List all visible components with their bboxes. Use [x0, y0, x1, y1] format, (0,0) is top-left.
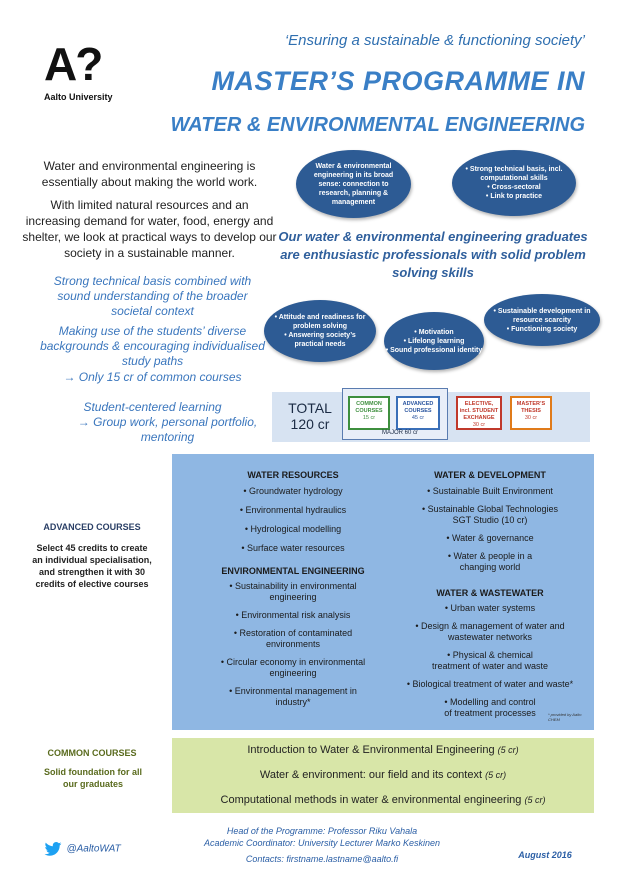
- course-item: • Modelling and control of treatment processes: [444, 697, 536, 718]
- programme-head: Head of the Programme: Professor Riku Vahala: [226, 826, 418, 836]
- highlight-student-centered: Student-centered learning: [83, 400, 222, 414]
- common-courses-description: Solid foundation for all our graduates: [44, 767, 142, 789]
- course-item: • Environmental hydraulics: [239, 505, 347, 515]
- course-item: • Water & governance: [446, 533, 534, 543]
- bubble-item: • Attitude and readiness for problem solving: [274, 314, 366, 330]
- highlight-diverse-backgrounds: Making use of the students’ diverse backgrounds & encouraging individualised study paths: [40, 324, 265, 368]
- bubble-broad-sense: [296, 150, 411, 218]
- course-name: Computational methods in water & environmental engineering: [220, 794, 522, 806]
- section-heading: WATER RESOURCES: [247, 470, 339, 480]
- twitter-handle: @AaltoWAT: [66, 843, 121, 855]
- course-item: • Circular economy in environmental engineering: [220, 657, 366, 678]
- common-course-1: [172, 744, 594, 756]
- bubble-broad-sense-text: Water & environmental engineering in its broad sense: connection to research, planning & management: [313, 162, 394, 206]
- box-line: COMMON: [356, 401, 382, 407]
- academic-coordinator: Academic Coordinator: University Lecturer Marko Keskinen: [203, 838, 441, 848]
- course-item: • Physical & chemical treatment of water and waste: [431, 650, 549, 671]
- thesis-box: [510, 396, 552, 430]
- box-credits: 30 cr: [472, 422, 486, 428]
- environmental-engineering-section: [198, 566, 388, 708]
- bubble-item: • Sound professional identity: [385, 346, 483, 354]
- course-name: Introduction to Water & Environmental Engineering: [247, 744, 495, 756]
- course-credits: (5 cr): [485, 770, 507, 780]
- bubble-item: • Cross-sectoral: [487, 184, 541, 191]
- section-heading: ENVIRONMENTAL ENGINEERING: [221, 566, 365, 576]
- course-item: • Sustainability in environmental engineering: [229, 581, 357, 602]
- course-item: • Environmental management in industry*: [229, 686, 357, 707]
- course-item: • Environmental risk analysis: [235, 610, 351, 620]
- box-line: COURSES: [355, 408, 383, 414]
- total-label: TOTAL: [288, 400, 332, 416]
- box-line: ELECTIVE,: [464, 401, 494, 407]
- highlight-technical-basis: Strong technical basis combined with sound understanding of the broader societal context: [53, 274, 252, 318]
- bubble-item: • Answering society’s practical needs: [284, 332, 356, 348]
- intro-paragraph-1: Water and environmental engineering is essentially about making the world work.: [41, 159, 258, 189]
- box-credits: 15 cr: [362, 415, 376, 421]
- bubble-item: • Lifelong learning: [403, 337, 465, 345]
- common-course-2: [172, 769, 594, 781]
- major-label: MAJOR 60 cr: [381, 430, 418, 436]
- course-item: • Surface water resources: [241, 543, 345, 553]
- box-credits: 45 cr: [411, 415, 425, 421]
- course-item: • Restoration of contaminated environments: [233, 628, 353, 649]
- course-name: Water & environment: our field and its context: [259, 769, 483, 781]
- advanced-courses-description: Select 45 credits to create an individual specialisation, and strengthen it with 30 credits of elective courses: [32, 543, 152, 589]
- footnote: * provided by Aalto CHEM: [548, 712, 582, 722]
- bubble-item: • Functioning society: [506, 325, 578, 333]
- aalto-logo-text: Aalto University: [44, 92, 113, 102]
- common-courses-box: [348, 396, 390, 430]
- bubble-item: • Sustainable development in resource scarcity: [493, 307, 591, 324]
- page-subtitle: WATER & ENVIRONMENTAL ENGINEERING: [170, 114, 585, 136]
- course-item: • Biological treatment of water and waste*: [406, 679, 574, 689]
- course-item: • Water & people in a changing world: [447, 551, 533, 572]
- bubble-item: • Link to practice: [485, 193, 543, 200]
- water-development-section: [390, 470, 590, 573]
- section-heading: WATER & WASTEWATER: [436, 588, 544, 598]
- tagline: ‘Ensuring a sustainable & functioning society’: [284, 32, 585, 49]
- box-line: ADVANCED: [402, 401, 434, 407]
- bubble-problem-solving: [264, 300, 376, 362]
- course-item: • Groundwater hydrology: [243, 486, 343, 496]
- common-course-3: [172, 794, 594, 806]
- advanced-courses-box: [396, 396, 440, 430]
- total-credits: [288, 400, 332, 432]
- course-item: • Sustainable Built Environment: [427, 486, 553, 496]
- intro-paragraph-2: With limited natural resources and an increasing demand for water, food, energy and shelter, we look at practical ways to develop our society in a sustainable manner.: [22, 198, 277, 260]
- bubble-item: • Strong technical basis, incl. computational skills: [465, 166, 563, 182]
- bubble-motivation: [384, 312, 484, 370]
- course-item: • Hydrological modelling: [244, 524, 342, 534]
- course-item: • Urban water systems: [444, 603, 536, 613]
- water-resources-section: [198, 470, 388, 554]
- advanced-courses-heading: ADVANCED COURSES: [43, 522, 141, 532]
- course-item: • Design & management of water and wastewater networks: [415, 621, 565, 642]
- contacts-email[interactable]: Contacts: firstname.lastname@aalto.fi: [245, 854, 399, 864]
- total-value: 120 cr: [290, 416, 330, 432]
- page-title: MASTER’S PROGRAMME IN: [211, 66, 585, 96]
- center-quote: Our water & environmental engineering graduates are enthusiastic professionals with solid problem solving skills: [278, 229, 588, 280]
- highlight-common-courses: → Only 15 cr of common courses: [63, 370, 242, 384]
- box-line: COURSES: [404, 408, 432, 414]
- box-credits: 30 cr: [524, 415, 538, 421]
- box-line: incl. STUDENT EXCHANGE: [459, 408, 499, 421]
- course-item: • Sustainable Global Technologies SGT Studio (10 cr): [421, 504, 559, 525]
- course-credits: (5 cr): [524, 795, 546, 805]
- box-line: THESIS: [521, 408, 541, 414]
- aalto-logo: A?: [44, 38, 102, 90]
- twitter-link[interactable]: [44, 840, 121, 858]
- twitter-icon: [44, 842, 62, 856]
- water-wastewater-section: [390, 588, 590, 719]
- common-courses-heading: COMMON COURSES: [47, 748, 137, 758]
- section-heading: WATER & DEVELOPMENT: [434, 470, 546, 480]
- bubble-item: • Motivation: [414, 328, 454, 336]
- highlight-group-work: → Group work, personal portfolio, mentoring: [77, 415, 258, 444]
- date: August 2016: [518, 850, 572, 860]
- box-line: MASTER’S: [516, 401, 546, 407]
- elective-box: [456, 396, 502, 430]
- bubble-technical-basis: [452, 150, 576, 216]
- course-credits: (5 cr): [497, 745, 519, 755]
- bubble-sustainable-development: [484, 294, 600, 346]
